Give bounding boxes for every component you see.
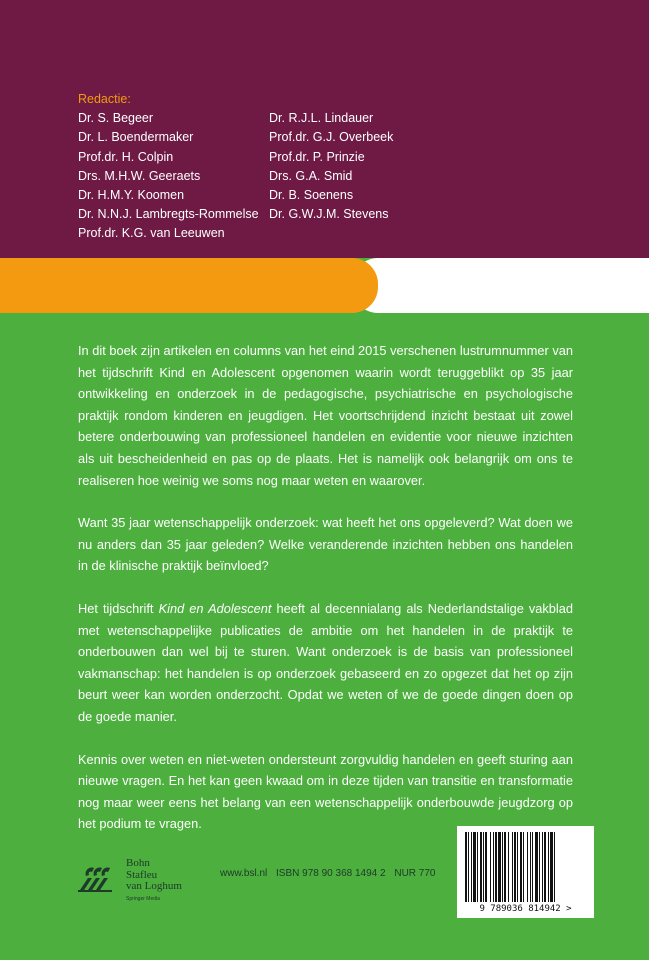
- barcode-bar: [527, 832, 528, 902]
- barcode-bar: [495, 832, 497, 902]
- blurb-paragraph-1: In dit boek zijn artikelen en columns van het eind 2015 verschenen lustrumnummer van het tijdschrift Kind en Adolescent opgenomen waarin wordt teruggeblikt op 35 jaar ontwikkeling en onderzoek in de pedagogische, psychiatrische en psychologische praktijk rondom kinderen en jeugdigen. Het voortschrijdend inzicht bestaat uit zowel betere onderbouwing van professioneel handelen en evidentie voor nieuwe inzichten als uit bescheidenheid en pas op de plaats. Het is namelijk ook belangrijk om ons te realiseren hoe weinig we soms nog maar weten en waarover.: [78, 343, 573, 488]
- white-stripe-segment: [352, 258, 649, 313]
- barcode-bar: [548, 832, 549, 902]
- barcode-bars: [461, 832, 590, 904]
- decorative-stripe: [0, 258, 649, 313]
- editor-name: Prof.dr. H. Colpin: [78, 149, 174, 164]
- barcode-bar: [465, 832, 467, 902]
- barcode-bar: [504, 832, 506, 902]
- editor-name: Dr. G.W.J.M. Stevens: [269, 207, 389, 222]
- editorial-heading: Redactie:: [78, 92, 131, 106]
- barcode-bar: [498, 832, 501, 902]
- publisher-logo-icon: [78, 860, 120, 892]
- barcode-bar: [550, 832, 553, 902]
- isbn-text: ISBN 978 90 368 1494 2: [276, 868, 386, 879]
- barcode-bar: [539, 832, 540, 902]
- blurb-paragraph-4: Kennis over weten en niet-weten ondersteunt zorgvuldig handelen en geeft sturing aan nieuwe vragen. En het kan geen kwaad om in deze tijden van transitie en transformatie nog maar weer eens het belang van een wetenschappelijk onderbouwde jeugdzorg op het podium te vragen.: [78, 751, 573, 832]
- barcode-bar: [483, 832, 484, 902]
- editor-name: Prof.dr. P. Prinzie: [269, 149, 365, 164]
- publisher-name-line: Stafleu: [126, 868, 158, 881]
- editor-name: Drs. G.A. Smid: [269, 168, 353, 183]
- barcode-bar: [554, 832, 555, 902]
- publisher-name-line: van Loghum: [126, 880, 182, 892]
- orange-stripe-segment: [0, 258, 378, 313]
- editors-right-column: [269, 109, 519, 243]
- barcode-bar: [502, 832, 503, 902]
- editor-name: Dr. L. Boendermaker: [78, 130, 194, 145]
- publisher-name-line: Bohn: [126, 857, 150, 869]
- blurb-paragraph-2: Want 35 jaar wetenschappelijk onderzoek: wat heeft het ons opgeleverd? Wat doen we nu anders dan 35 jaar geleden? Welke veranderende inzichten hebben ons handelen in de klinische praktijk beïnvloed?: [78, 515, 573, 574]
- barcode-bar: [508, 832, 509, 902]
- publisher-name: [126, 858, 182, 893]
- editor-name: Prof.dr. G.J. Overbeek: [269, 130, 394, 145]
- editors-left-column: [78, 109, 269, 243]
- barcode-digits: 9 789036 814942 >: [479, 904, 572, 914]
- barcode-bar: [468, 832, 469, 902]
- barcode-bar: [514, 832, 516, 902]
- back-cover-blurb: [78, 340, 573, 856]
- publisher-logo: [78, 858, 208, 908]
- barcode-bar: [477, 832, 478, 902]
- barcode-bar: [490, 832, 491, 902]
- website-url: www.bsl.nl: [220, 868, 268, 879]
- journal-title-italic: Kind en Adolescent: [158, 600, 272, 616]
- barcode-bar: [485, 832, 487, 902]
- publisher-subline: Springer Media: [126, 896, 160, 902]
- editor-name: Dr. R.J.L. Lindauer: [269, 111, 374, 126]
- barcode-bar: [517, 832, 518, 902]
- barcode: [457, 826, 594, 918]
- barcode-bar: [532, 832, 533, 902]
- blurb-p3-start: Het tijdschrift: [78, 600, 159, 616]
- editorial-board: [78, 90, 598, 244]
- barcode-bar: [480, 832, 482, 902]
- barcode-bar: [473, 832, 476, 902]
- editor-name: Dr. S. Begeer: [78, 111, 154, 126]
- barcode-bar: [520, 832, 522, 902]
- nur-code: NUR 770: [394, 868, 436, 879]
- barcode-bar: [530, 832, 531, 902]
- barcode-bar: [471, 832, 472, 902]
- blurb-p3-end: heeft al decennialang als Nederlandstalige vakblad met wetenschappelijke publicaties de ambitie om het handelen in de praktijk te onderbouwen dan wel bij te sturen. Want onderzoek is de basis van professioneel vakmanschap: het handelen is op onderzoek gebaseerd en zo opgezet dat het op zijn beurt weer kan worden onderzocht. Opdat we weten of we de goede dingen doen op de goede manier.: [78, 600, 573, 724]
- barcode-bar: [493, 832, 494, 902]
- barcode-bar: [542, 832, 543, 902]
- editor-name: Drs. M.H.W. Geeraets: [78, 168, 201, 183]
- editor-name: Dr. B. Soenens: [269, 188, 354, 203]
- barcode-bar: [512, 832, 513, 902]
- editor-name: Dr. N.N.J. Lambregts-Rommelse: [78, 207, 259, 222]
- barcode-bar: [523, 832, 524, 902]
- barcode-bar: [535, 832, 538, 902]
- editor-name: Dr. H.M.Y. Koomen: [78, 188, 185, 203]
- blurb-paragraph-3: [78, 598, 573, 728]
- barcode-bar: [544, 832, 546, 902]
- footer-info: [220, 868, 441, 879]
- editor-name: Prof.dr. K.G. van Leeuwen: [78, 226, 225, 241]
